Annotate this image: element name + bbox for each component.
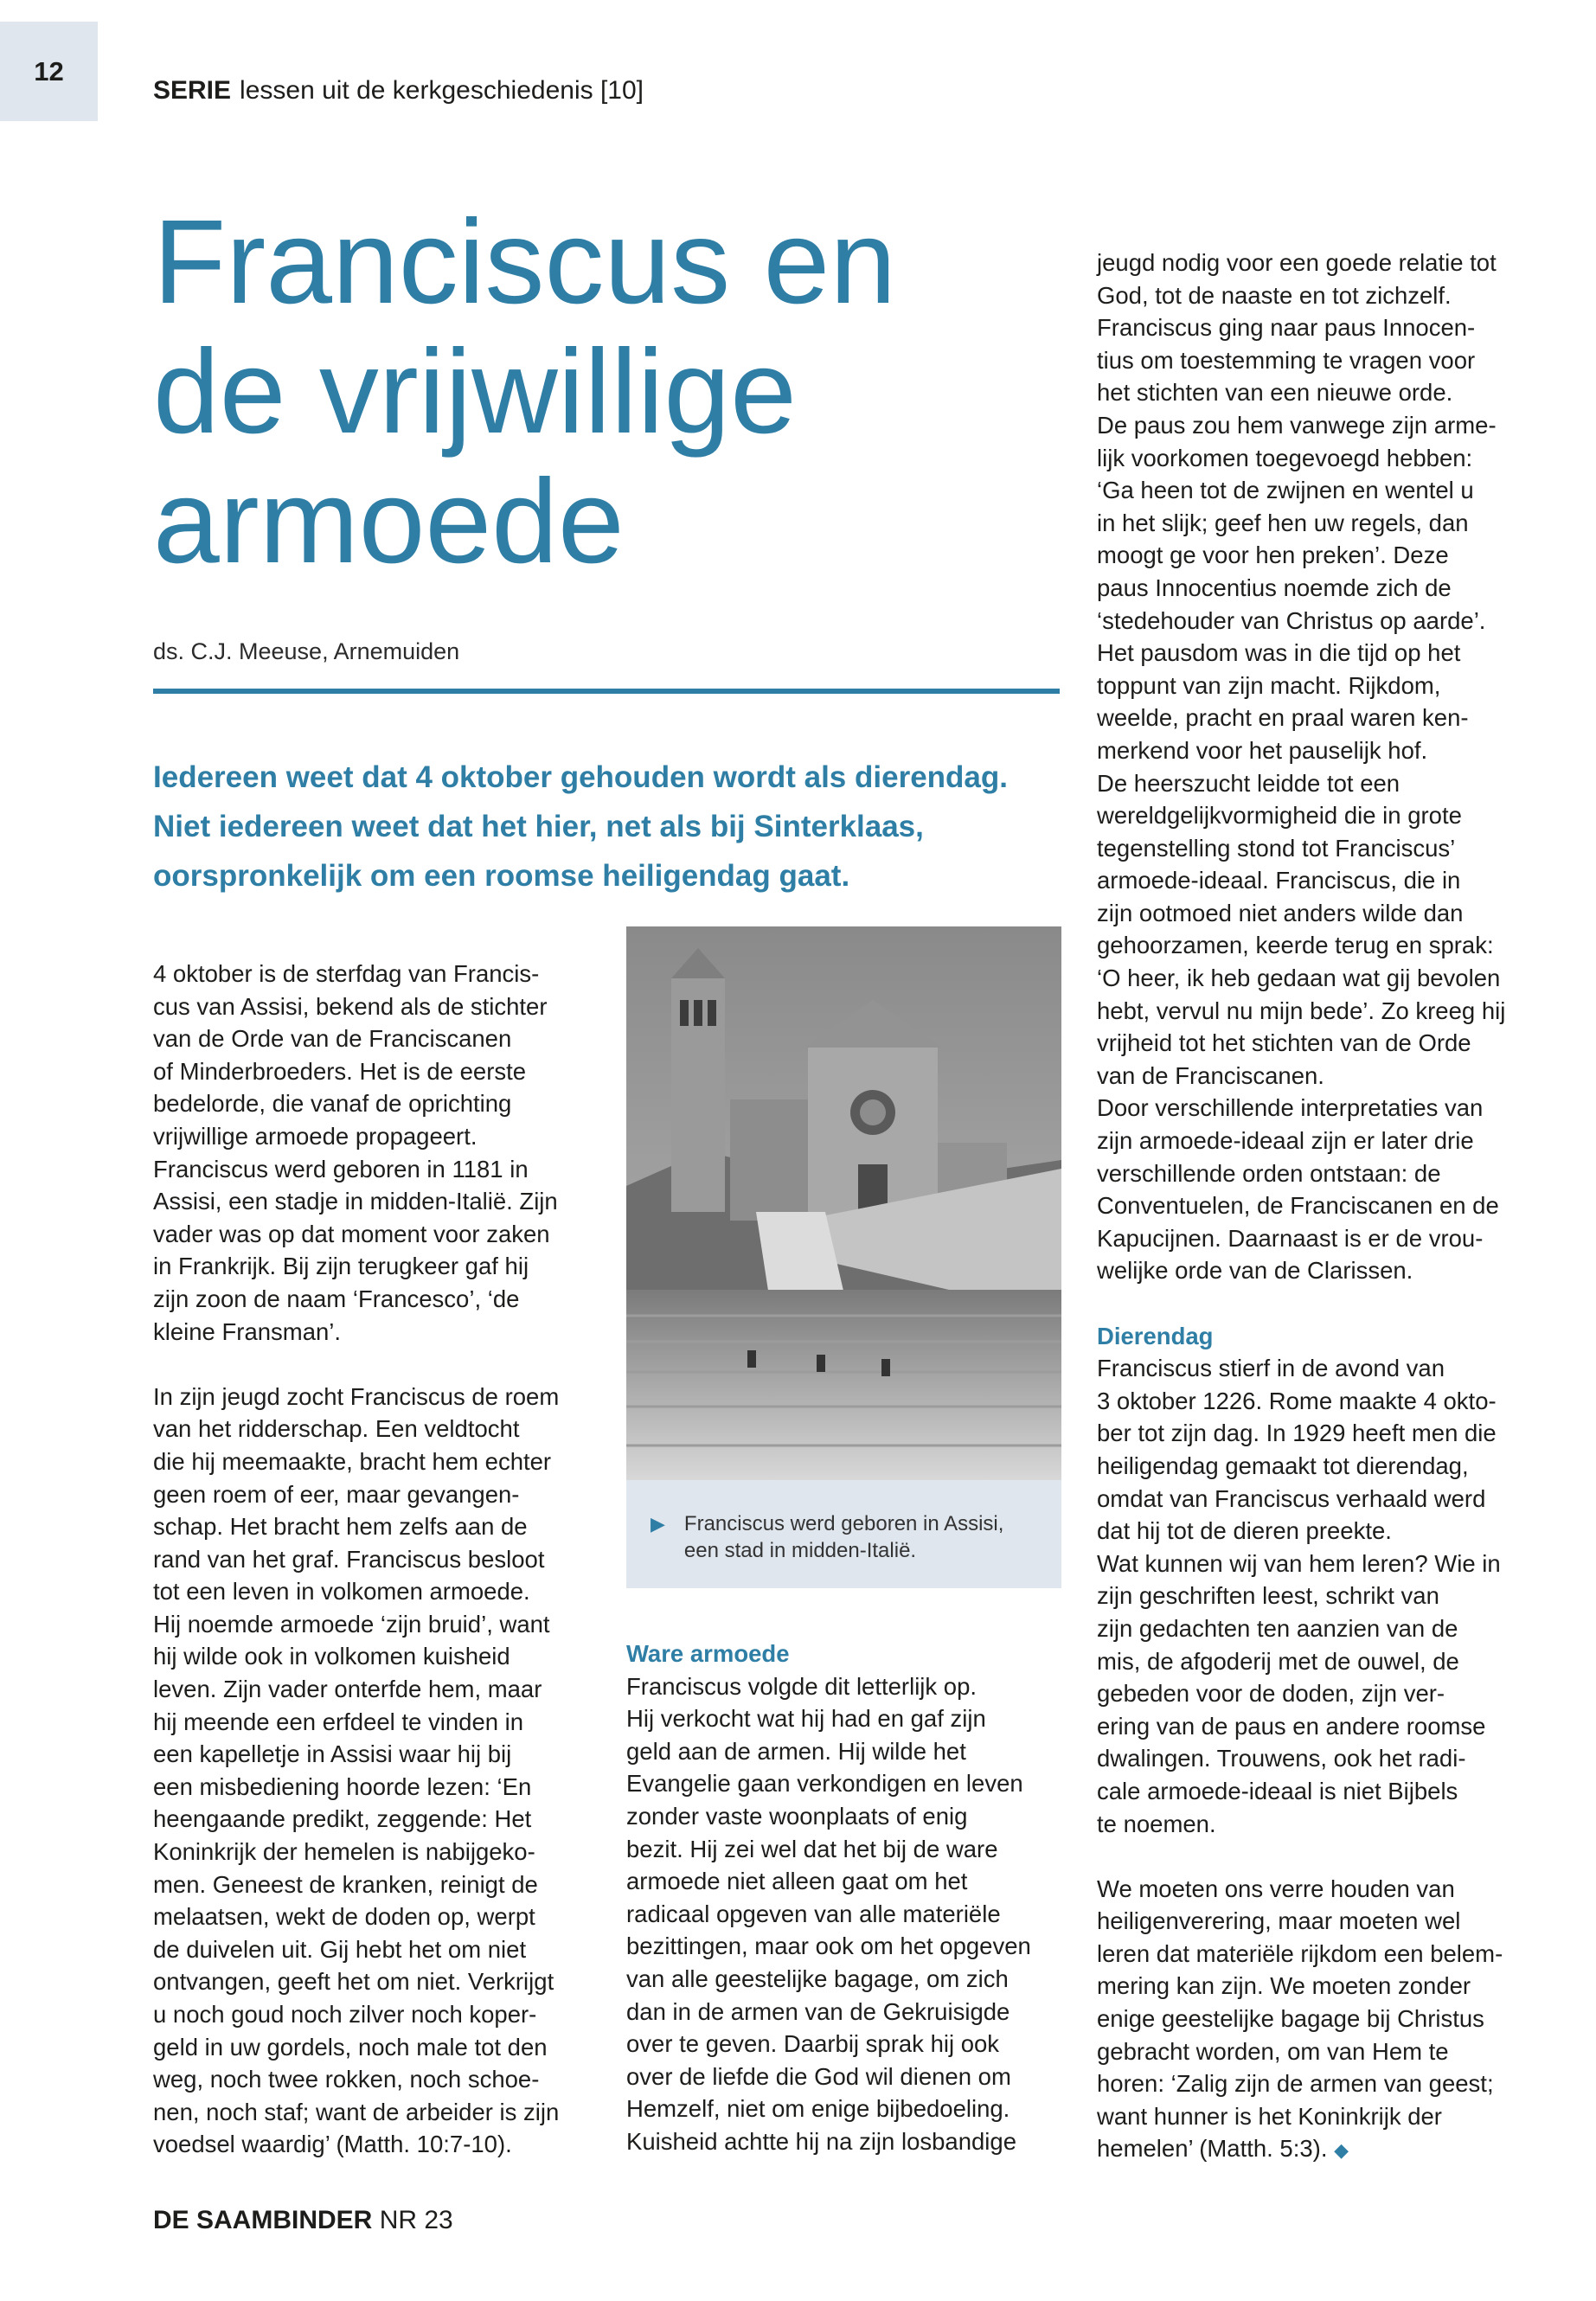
text-line: mis, de afgoderij met de ouwel, de — [1097, 1647, 1459, 1675]
text-line: ber tot zijn dag. In 1929 heeft men die — [1097, 1420, 1497, 1447]
text-line: welijke orde van de Clarissen. — [1097, 1257, 1413, 1285]
end-diamond-icon: ◆ — [1334, 2139, 1349, 2162]
text-line: geld in uw gordels, noch male tot den — [153, 2033, 548, 2061]
intro-line: oorspronkelijk om een roomse heiligendag gaat. — [153, 859, 850, 893]
text-line: in Frankrijk. Bij zijn terugkeer gaf hij — [153, 1253, 529, 1280]
text-line: geld aan de armen. Hij wilde het — [626, 1737, 966, 1765]
text-line: u noch goud noch zilver noch koper- — [153, 2001, 537, 2028]
text-line: dwalingen. Trouwens, ook het radi- — [1097, 1745, 1466, 1772]
author-byline: ds. C.J. Meeuse, Arnemuiden — [153, 638, 460, 664]
text-line: een kapelletje in Assisi waar hij bij — [153, 1740, 512, 1768]
text-line: Hij noemde armoede ‘zijn bruid’, want — [153, 1610, 550, 1638]
title-line: de vrijwillige — [153, 325, 797, 458]
text-line: zonder vaste woonplaats of enig — [626, 1802, 968, 1830]
text-line: armoede niet alleen gaat om het — [626, 1868, 968, 1895]
text-line: bezittingen, maar ook om het opgeven — [626, 1932, 1031, 1960]
section-heading: Ware armoede — [626, 1640, 790, 1667]
text-line: Wat kunnen wij van hem leren? Wie in — [1097, 1549, 1501, 1577]
text-line: paus Innocentius noemde zich de — [1097, 574, 1452, 601]
text-line: Franciscus volgde dit letterlijk op. — [626, 1672, 977, 1700]
text-line: gebracht worden, om van Hem te — [1097, 2037, 1449, 2065]
caption-triangle-icon: ▶ — [651, 1513, 665, 1535]
text-line: mering kan zijn. We moeten zonder — [1097, 1972, 1471, 2000]
paragraph — [1097, 1873, 1547, 2167]
series-label: SERIE — [153, 76, 232, 105]
text-line: vrijwillige armoede propageert. — [153, 1122, 478, 1150]
text-line: bezit. Hij zei wel dat het bij de ware — [626, 1835, 998, 1862]
text-line: Koninkrijk der hemelen is nabijgeko- — [153, 1838, 535, 1866]
text-line: hebt, vervul nu mijn bede’. Zo kreeg hij — [1097, 997, 1506, 1024]
text-line: hij wilde ook in volkomen kuisheid — [153, 1643, 510, 1670]
intro-lead — [153, 753, 1070, 901]
text-line: Kapucijnen. Daarnaast is er de vrou- — [1097, 1224, 1484, 1252]
page-number: 12 — [0, 22, 98, 121]
text-line: nen, noch staf; want de arbeider is zijn — [153, 2098, 560, 2125]
text-line: Franciscus stierf in de avond van — [1097, 1355, 1445, 1382]
caption-text — [684, 1510, 1004, 1588]
column-2 — [626, 1638, 1067, 2158]
title-line: armoede — [153, 455, 625, 588]
text-line: Franciscus werd geboren in 1181 in — [153, 1155, 529, 1183]
text-line: tegenstelling stond tot Franciscus’ — [1097, 834, 1456, 862]
text-line: die hij meemaakte, bracht hem echter — [153, 1447, 552, 1475]
text-line: 3 oktober 1226. Rome maakte 4 okto- — [1097, 1387, 1497, 1414]
text-line: toppunt van zijn macht. Rijkdom, — [1097, 671, 1441, 699]
text-line: leren dat materiële rijkdom een belem- — [1097, 1939, 1503, 1967]
section-heading: Dierendag — [1097, 1322, 1214, 1349]
text-line: van de Franciscanen. — [1097, 1061, 1324, 1089]
paragraph — [1097, 247, 1547, 1287]
text-line: verschillende orden ontstaan: de — [1097, 1159, 1441, 1187]
text-line: heengaande predikt, zeggende: Het — [153, 1805, 532, 1833]
article-title — [153, 197, 1035, 586]
intro-line: Iedereen weet dat 4 oktober gehouden wordt als dierendag. — [153, 760, 1008, 794]
text-line: ontvangen, geeft het om niet. Verkrijgt — [153, 1968, 554, 1996]
text-line: zijn geschriften leest, schrikt van — [1097, 1582, 1439, 1610]
text-line: dan in de armen van de Gekruisigde — [626, 1997, 1010, 2025]
basilica-photo — [626, 926, 1061, 1480]
text-line — [1097, 2132, 1547, 2167]
text-line: Het pausdom was in die tijd op het — [1097, 639, 1461, 667]
text-line: jeugd nodig voor een goede relatie tot — [1097, 249, 1497, 276]
text-line: van alle geestelijke bagage, om zich — [626, 1965, 1009, 1992]
text-line: schap. Het bracht hem zelfs aan de — [153, 1513, 528, 1541]
text-line: Kuisheid achtte hij na zijn losbandige — [626, 2127, 1016, 2155]
text-line: God, tot de naaste en tot zichzelf. — [1097, 281, 1452, 309]
column-3 — [1097, 247, 1547, 2167]
text-line: zijn zoon de naam ‘Francesco’, ‘de — [153, 1285, 520, 1312]
text-line: Hemzelf, niet om enige bijbedoeling. — [626, 2095, 1010, 2123]
caption-line: een stad in midden-Italië. — [683, 1539, 917, 1562]
text-line: een misbediening hoorde lezen: ‘En — [153, 1772, 532, 1800]
text-line: omdat van Franciscus verhaald werd — [1097, 1484, 1486, 1512]
text-line: over de liefde die God wil dienen om — [626, 2062, 1011, 2090]
column-1 — [153, 958, 603, 2161]
text-line: melaatsen, wekt de doden op, werpt — [153, 1903, 535, 1931]
text-line: tius om toestemming te vragen voor — [1097, 346, 1476, 374]
text-line: moogt ge voor hen preken’. Deze — [1097, 542, 1449, 569]
text-line: vrijheid tot het stichten van de Orde — [1097, 1029, 1471, 1057]
text-line: cale armoede-ideaal is niet Bijbels — [1097, 1777, 1458, 1804]
paragraph — [153, 958, 603, 1348]
paragraph — [626, 1670, 1067, 2158]
text-line: Door verschillende interpretaties van — [1097, 1094, 1484, 1122]
series-title: lessen uit de kerkgeschiedenis [10] — [240, 76, 644, 105]
text-line: men. Geneest de kranken, reinigt de — [153, 1870, 538, 1898]
text-line-content: hemelen’ (Matth. 5:3). — [1097, 2135, 1328, 2163]
text-line: weg, noch twee rokken, noch schoe- — [153, 2066, 540, 2093]
text-line: heiligenverering, maar moeten wel — [1097, 1907, 1461, 1935]
text-line: vader was op dat moment voor zaken — [153, 1220, 550, 1247]
text-line: zijn armoede-ideaal zijn er later drie — [1097, 1127, 1474, 1155]
title-divider — [153, 689, 1060, 694]
text-line: te noemen. — [1097, 1810, 1216, 1837]
magazine-name: DE SAAMBINDER — [153, 2206, 373, 2234]
series-header — [153, 76, 644, 106]
text-line: Franciscus ging naar paus Innocen- — [1097, 314, 1476, 342]
text-line: In zijn jeugd zocht Franciscus de roem — [153, 1382, 560, 1410]
text-line: rand van het graf. Franciscus besloot — [153, 1545, 545, 1573]
text-line: want hunner is het Koninkrijk der — [1097, 2102, 1442, 2130]
title-line: Franciscus en — [153, 195, 896, 329]
intro-line: Niet iedereen weet dat het hier, net als bij Sinterklaas, — [153, 810, 924, 843]
text-line: weelde, pracht en praal waren ken- — [1097, 704, 1469, 732]
text-line: ‘stedehouder van Christus op aarde’. — [1097, 606, 1486, 634]
caption-line: Franciscus werd geboren in Assisi, — [683, 1512, 1004, 1535]
text-line: zijn gedachten ten aanzien van de — [1097, 1614, 1458, 1642]
text-line: kleine Fransman’. — [153, 1317, 342, 1345]
text-line: voedsel waardig’ (Matth. 10:7-10). — [153, 2131, 512, 2158]
text-line: het stichten van een nieuwe orde. — [1097, 379, 1453, 407]
text-line: heiligendag gemaakt tot dierendag, — [1097, 1452, 1469, 1479]
text-line: bedelorde, die vanaf de oprichting — [153, 1090, 512, 1118]
text-line: tot een leven in volkomen armoede. — [153, 1578, 530, 1606]
text-line: ‘O heer, ik heb gedaan wat gij bevolen — [1097, 965, 1501, 992]
text-line: 4 oktober is de sterfdag van Francis- — [153, 960, 540, 987]
text-line: enige geestelijke bagage bij Christus — [1097, 2005, 1484, 2033]
text-line: ering van de paus en andere roomse — [1097, 1712, 1486, 1740]
text-line: horen: ‘Zalig zijn de armen van geest; — [1097, 2070, 1494, 2098]
text-line: van de Orde van de Franciscanen — [153, 1025, 512, 1053]
text-line: in het slijk; geef hen uw regels, dan — [1097, 509, 1469, 536]
text-line: van het ridderschap. Een veldtocht — [153, 1415, 520, 1443]
text-line: hij meende een erfdeel te vinden in — [153, 1708, 524, 1735]
text-line: gebeden voor de doden, zijn ver- — [1097, 1680, 1445, 1708]
text-line: armoede-ideaal. Franciscus, die in — [1097, 867, 1461, 894]
text-line: de duivelen uit. Gij hebt het om niet — [153, 1935, 527, 1963]
text-line: of Minderbroeders. Het is de eerste — [153, 1057, 527, 1085]
text-line: De paus zou hem vanwege zijn arme- — [1097, 411, 1497, 439]
text-line: Hij verkocht wat hij had en gaf zijn — [626, 1705, 986, 1733]
text-line: dat hij tot de dieren preekte. — [1097, 1517, 1392, 1545]
text-line: merkend voor het pauselijk hof. — [1097, 736, 1428, 764]
text-line: leven. Zijn vader onterfde hem, maar — [153, 1676, 542, 1703]
text-line: cus van Assisi, bekend als de stichter — [153, 992, 548, 1020]
text-line: ‘Ga heen tot de zwijnen en wentel u — [1097, 477, 1474, 504]
footer — [153, 2206, 453, 2235]
text-line: zijn ootmoed niet anders wilde dan — [1097, 899, 1464, 926]
text-line: Assisi, een stadje in midden-Italië. Zijn — [153, 1188, 558, 1215]
text-line: over te geven. Daarbij sprak hij ook — [626, 2030, 1000, 2058]
text-line: lijk voorkomen toegevoegd hebben: — [1097, 444, 1473, 471]
text-line: radicaal opgeven van alle materiële — [626, 1900, 1001, 1927]
paragraph — [153, 1381, 603, 2161]
text-line: De heerszucht leidde tot een — [1097, 769, 1401, 797]
text-line: geen roem of eer, maar gevangen- — [153, 1480, 520, 1508]
text-line: wereldgelijkvormigheid die in grote — [1097, 802, 1462, 830]
text-line: We moeten ons verre houden van — [1097, 1875, 1455, 1902]
text-line: Conventuelen, de Franciscanen en de — [1097, 1192, 1499, 1220]
text-line: Evangelie gaan verkondigen en leven — [626, 1770, 1023, 1798]
text-line: gehoorzamen, keerde terug en sprak: — [1097, 932, 1494, 959]
paragraph — [1097, 1352, 1547, 1840]
photo-caption — [626, 1480, 1061, 1588]
issue-number: NR 23 — [379, 2206, 453, 2234]
